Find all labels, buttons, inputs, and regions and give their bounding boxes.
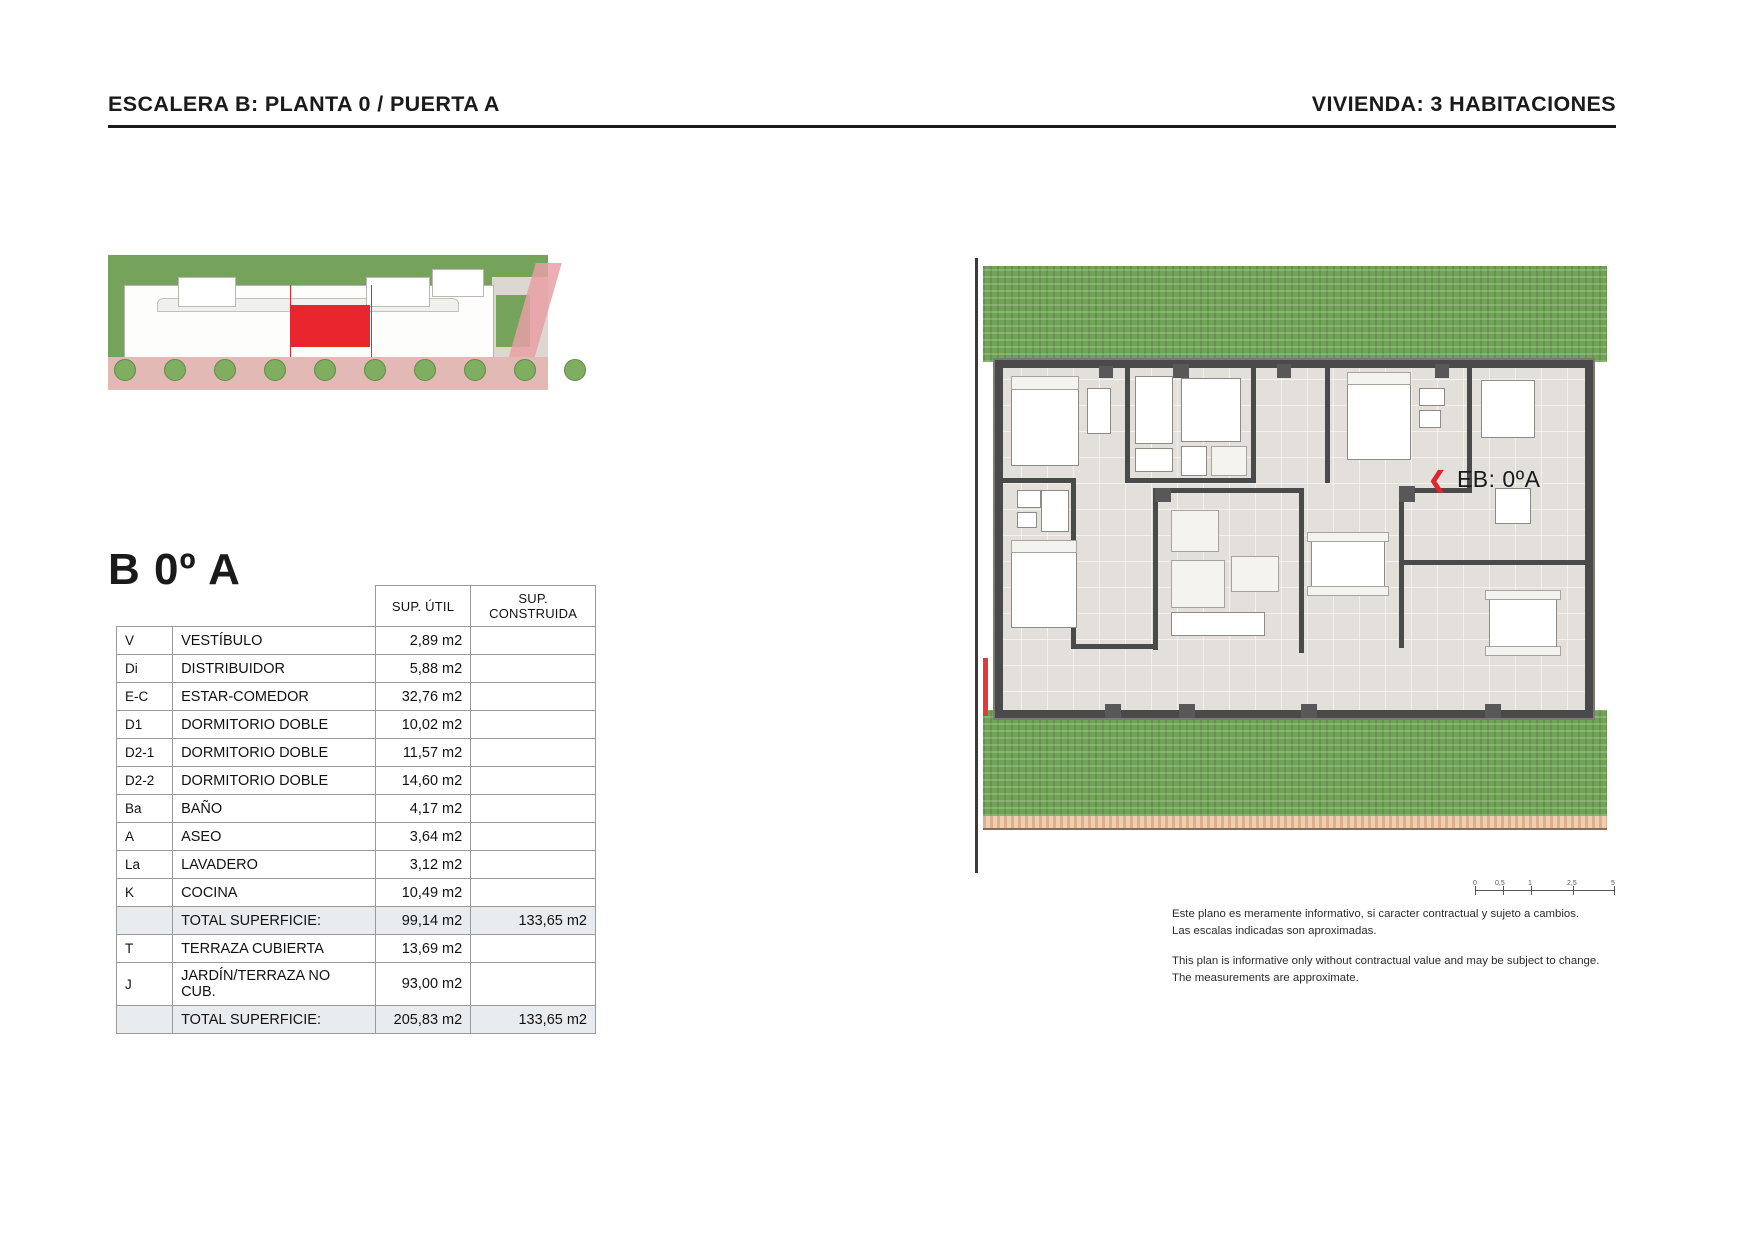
row-code: La	[117, 851, 173, 879]
disclaimer-en-line1: This plan is informative only without contractual value and may be subject to change.	[1172, 955, 1600, 968]
table-row	[117, 739, 596, 767]
bed-furniture	[1347, 382, 1411, 460]
row-constructed	[471, 879, 596, 907]
table-row	[117, 823, 596, 851]
table-header-row	[117, 586, 596, 627]
row-util: 4,17 m2	[375, 795, 470, 823]
terrace-chairs-row	[1485, 590, 1561, 600]
row-constructed	[471, 627, 596, 655]
total-util: 205,83 m2	[375, 1006, 470, 1034]
key-plan-block-b	[366, 277, 430, 307]
scale-label: 5	[1611, 880, 1615, 887]
row-name: DISTRIBUIDOR	[173, 655, 376, 683]
key-plan-green-area-left	[108, 287, 124, 357]
bed-headboard	[1011, 376, 1079, 390]
structural-column	[1099, 366, 1113, 378]
wall-partition-15	[1467, 560, 1587, 565]
nightstand-furniture	[1181, 446, 1207, 476]
bed-furniture	[1181, 378, 1241, 442]
structural-column	[1435, 364, 1449, 378]
row-constructed	[471, 963, 596, 1006]
wall-east	[1585, 360, 1593, 718]
wardrobe-furniture	[1087, 388, 1111, 434]
row-constructed	[471, 851, 596, 879]
row-name: COCINA	[173, 879, 376, 907]
shower-fixture	[1041, 490, 1069, 532]
row-name: BAÑO	[173, 795, 376, 823]
table-row	[117, 935, 596, 963]
row-code: E-C	[117, 683, 173, 711]
toilet-fixture	[1419, 410, 1441, 428]
dining-chairs-row	[1307, 586, 1389, 596]
total-label: TOTAL SUPERFICIE:	[173, 1006, 376, 1034]
table-row	[117, 963, 596, 1006]
table-header-name	[173, 586, 376, 627]
garden-area-south	[983, 710, 1607, 816]
wall-west	[995, 360, 1003, 718]
row-constructed	[471, 767, 596, 795]
wall-partition-4	[1325, 368, 1330, 483]
row-util: 93,00 m2	[375, 963, 470, 1006]
row-constructed	[471, 935, 596, 963]
desk-furniture	[1211, 446, 1247, 476]
row-constructed	[471, 711, 596, 739]
dining-chairs-row	[1307, 532, 1389, 542]
tree-icon	[164, 359, 186, 381]
subtotal-util: 99,14 m2	[375, 907, 470, 935]
washbasin-fixture	[1419, 388, 1445, 406]
bed-furniture	[1011, 386, 1079, 466]
total-constructed: 133,65 m2	[471, 1006, 596, 1034]
area-schedule	[116, 585, 596, 1034]
tree-icon	[364, 359, 386, 381]
row-util: 32,76 m2	[375, 683, 470, 711]
subtotal-spacer	[117, 907, 173, 935]
table-row	[117, 627, 596, 655]
wall-north	[995, 360, 1593, 368]
wall-partition-10	[1299, 488, 1304, 653]
staircase-furniture	[1135, 376, 1173, 444]
row-name: ESTAR-COMEDOR	[173, 683, 376, 711]
wall-partition-1	[1125, 368, 1130, 483]
site-key-plan	[108, 255, 548, 390]
table-header-constructed: SUP. CONSTRUIDA	[471, 586, 596, 627]
disclaimer-es-line1: Este plano es meramente informativo, si caracter contractual y sujeto a cambios.	[1172, 908, 1580, 920]
wall-partition-8	[1153, 490, 1158, 650]
total-row	[117, 1006, 596, 1034]
table-row	[117, 767, 596, 795]
table-row	[117, 711, 596, 739]
row-util: 3,64 m2	[375, 823, 470, 851]
key-plan-block-c	[432, 269, 484, 297]
row-constructed	[471, 795, 596, 823]
row-util: 13,69 m2	[375, 935, 470, 963]
row-constructed	[471, 655, 596, 683]
scale-tick	[1614, 886, 1615, 895]
bed-headboard	[1347, 372, 1411, 385]
page-header	[108, 92, 1616, 128]
wall-partition-3	[1251, 368, 1256, 483]
row-util: 10,02 m2	[375, 711, 470, 739]
structural-column	[1173, 364, 1189, 378]
bed-furniture	[1011, 550, 1077, 628]
scale-bar	[1473, 880, 1615, 900]
subtotal-label: TOTAL SUPERFICIE:	[173, 907, 376, 935]
table-row	[117, 795, 596, 823]
shower-fixture	[1481, 380, 1535, 438]
chevron-left-icon: ❮	[1428, 466, 1447, 492]
wall-partition-11	[1399, 488, 1404, 648]
header-title-left: ESCALERA B: PLANTA 0 / PUERTA A	[108, 92, 500, 116]
row-code: D2-2	[117, 767, 173, 795]
key-plan-tree-row	[114, 359, 586, 381]
subtotal-row	[117, 907, 596, 935]
row-name: JARDÍN/TERRAZA NO CUB.	[173, 963, 376, 1006]
tree-icon	[214, 359, 236, 381]
row-name: TERRAZA CUBIERTA	[173, 935, 376, 963]
scale-label: 0	[1473, 880, 1477, 887]
garden-area-north	[983, 266, 1607, 362]
table-row	[117, 655, 596, 683]
area-table	[116, 585, 596, 1034]
kitchen-appliance	[1495, 488, 1531, 524]
scale-tick	[1475, 886, 1476, 895]
row-util: 2,89 m2	[375, 627, 470, 655]
scale-bar-line	[1475, 890, 1615, 895]
coffee-table-furniture	[1231, 556, 1279, 592]
terrace-table-furniture	[1489, 598, 1557, 648]
bed-headboard	[1011, 540, 1077, 553]
disclaimer-block	[1172, 906, 1622, 986]
row-name: ASEO	[173, 823, 376, 851]
entrance-label: EB: 0ºA	[1456, 466, 1541, 492]
row-code: A	[117, 823, 173, 851]
dining-table-furniture	[1311, 540, 1385, 588]
floor-plan	[975, 258, 1615, 888]
structural-column	[1277, 364, 1291, 378]
tree-icon	[514, 359, 536, 381]
sofa-furniture	[1171, 560, 1225, 608]
scale-label: 0,5	[1495, 880, 1505, 887]
scale-tick	[1503, 886, 1504, 895]
wall-partition-7	[1071, 644, 1157, 649]
closet-furniture	[1135, 448, 1173, 472]
row-name: VESTÍBULO	[173, 627, 376, 655]
row-code: T	[117, 935, 173, 963]
tree-icon	[114, 359, 136, 381]
structural-column	[1155, 488, 1171, 502]
table-row	[117, 879, 596, 907]
row-name: LAVADERO	[173, 851, 376, 879]
tv-unit-furniture	[1171, 612, 1265, 636]
row-code: V	[117, 627, 173, 655]
tree-icon	[314, 359, 336, 381]
structural-column	[1399, 486, 1415, 502]
row-code: J	[117, 963, 173, 1006]
disclaimer-en-line2: The measurements are approximate.	[1172, 971, 1359, 984]
row-util: 10,49 m2	[375, 879, 470, 907]
structural-column	[1301, 704, 1317, 718]
row-constructed	[471, 683, 596, 711]
row-code: Ba	[117, 795, 173, 823]
row-constructed	[471, 823, 596, 851]
tree-icon	[414, 359, 436, 381]
toilet-fixture	[1017, 512, 1037, 528]
scale-tick	[1573, 886, 1574, 895]
entrance-marker	[1428, 466, 1540, 493]
key-plan-block-a	[178, 277, 236, 307]
table-row	[117, 851, 596, 879]
row-util: 5,88 m2	[375, 655, 470, 683]
washbasin-fixture	[1017, 490, 1041, 508]
structural-column	[1485, 704, 1501, 718]
disclaimer-spacer	[1172, 939, 1622, 953]
row-code: K	[117, 879, 173, 907]
structural-column	[1105, 704, 1121, 718]
terrace-decking	[983, 816, 1607, 830]
row-code: Di	[117, 655, 173, 683]
row-util: 14,60 m2	[375, 767, 470, 795]
table-header-code	[117, 586, 173, 627]
unit-title: B 0º A	[108, 545, 241, 594]
scale-label: 1	[1528, 880, 1532, 887]
wall-partition-2	[1125, 478, 1255, 483]
dwelling-interior	[993, 358, 1595, 720]
scale-label: 2,5	[1567, 880, 1577, 887]
structural-column	[1179, 704, 1195, 718]
tree-icon	[564, 359, 586, 381]
disclaimer-es-line2: Las escalas indicadas son aproximadas.	[1172, 924, 1377, 937]
header-title-right: VIVIENDA: 3 HABITACIONES	[1311, 92, 1616, 116]
row-code: D2-1	[117, 739, 173, 767]
terrace-chairs-row	[1485, 646, 1561, 656]
row-name: DORMITORIO DOBLE	[173, 767, 376, 795]
tree-icon	[464, 359, 486, 381]
armchair-furniture	[1171, 510, 1219, 552]
wall-partition-9	[1153, 488, 1303, 493]
wall-south	[995, 710, 1593, 718]
total-spacer	[117, 1006, 173, 1034]
wall-partition-5	[1003, 478, 1073, 483]
row-name: DORMITORIO DOBLE	[173, 739, 376, 767]
wall-partition-14	[1399, 560, 1471, 565]
plan-boundary-marker	[983, 658, 988, 716]
row-util: 3,12 m2	[375, 851, 470, 879]
tree-icon	[264, 359, 286, 381]
row-name: DORMITORIO DOBLE	[173, 711, 376, 739]
table-header-util: SUP. ÚTIL	[375, 586, 470, 627]
table-row	[117, 683, 596, 711]
row-constructed	[471, 739, 596, 767]
subtotal-constructed: 133,65 m2	[471, 907, 596, 935]
row-code: D1	[117, 711, 173, 739]
row-util: 11,57 m2	[375, 739, 470, 767]
scale-tick	[1531, 886, 1532, 895]
